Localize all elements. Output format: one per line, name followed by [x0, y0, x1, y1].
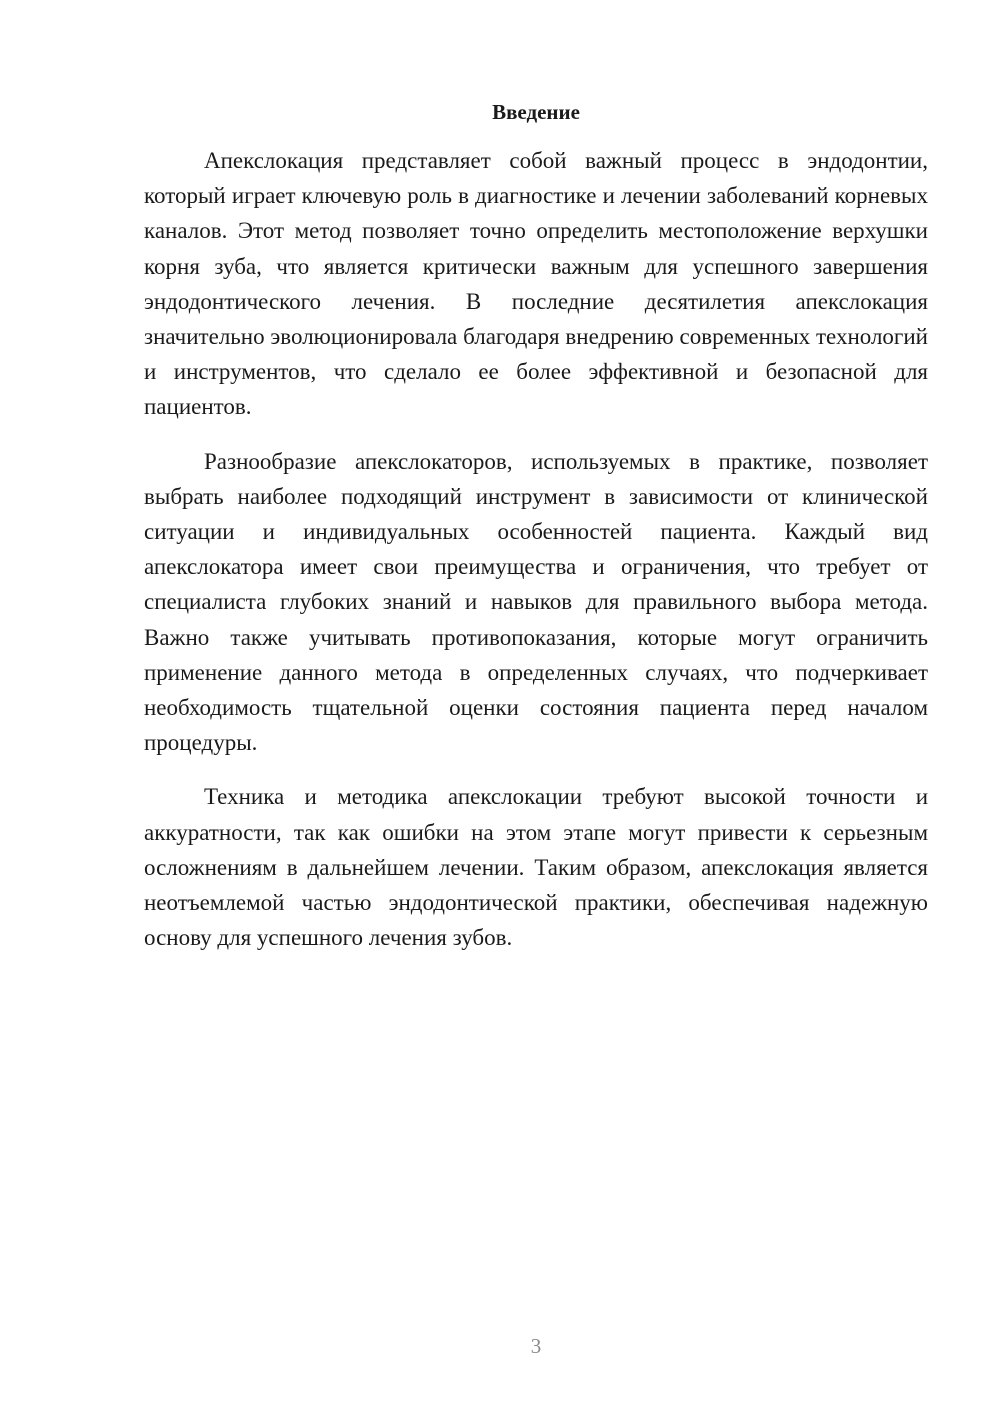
page-number: 3	[530, 1334, 542, 1358]
paragraph-3: Техника и методика апекслокации требуют высокой точности и аккуратности, так как ошибки на этом этапе могут привести к серьезным осложнениям в дальнейшем лечении. Таким образом, апекслокация является неотъемлемой частью эндодонтической практики, обеспечивая надежную основу для успешного лечения зубов.	[144, 784, 928, 951]
paragraph-2: Разнообразие апекслокаторов, используемых в практике, позволяет выбрать наиболее подходящий инструмент в зависимости от клинической ситуации и индивидуальных особенностей пациента. Каждый вид апекслокатора имеет свои преимущества и ограничения, что требует от специалиста глубоких знаний и навыков для правильного выбора метода. Важно также учитывать противопоказания, которые могут ограничить применение данного метода в определенных случаях, что подчеркивает необходимость тщательной оценки состояния пациента перед началом процедуры.	[144, 448, 928, 756]
document-body	[144, 143, 928, 974]
section-title: Введение	[492, 100, 580, 124]
paragraph-1: Апекслокация представляет собой важный процесс в эндодонтии, который играет ключевую роль в диагностике и лечении заболеваний корневых каналов. Этот метод позволяет точно определить местоположение верхушки корня зуба, что является критически важным для успешного завершения эндодонтического лечения. В последние десятилетия апекслокация значительно эволюционировала благодаря внедрению современных технологий и инструментов, что сделало ее более эффективной и безопасной для пациентов.	[144, 148, 928, 420]
